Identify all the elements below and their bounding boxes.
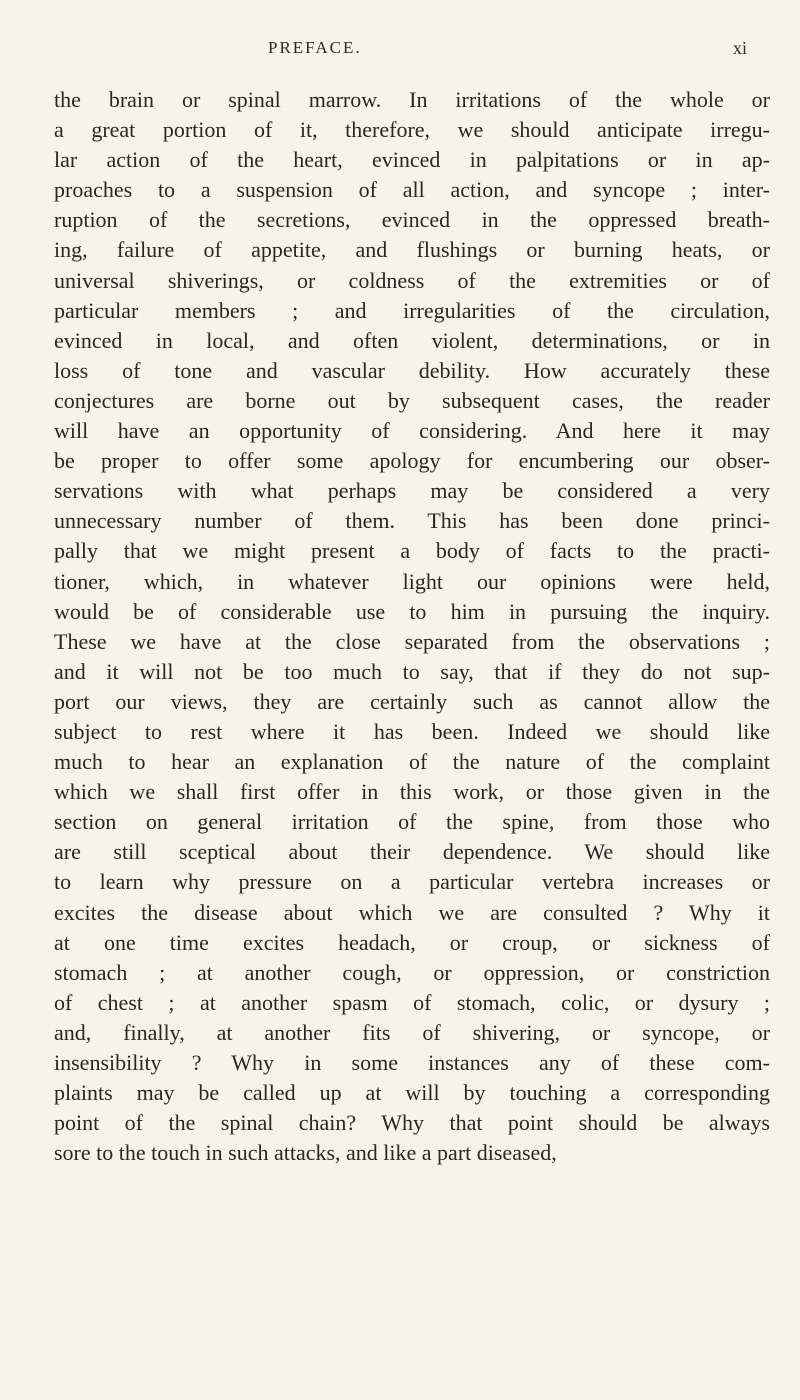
text-line: which we shall first offer in this work, or those given in the [54,779,770,805]
text-line: and, finally, at another fits of shivering, or syncope, or [54,1019,770,1045]
text-line: servations with what perhaps may be considered a very [54,478,770,504]
text-line: point of the spinal chain? Why that point should be always [54,1110,770,1136]
text-line: section on general irritation of the spine, from those who [54,809,770,835]
text-line: particular members ; and irregularities of the circulation, [54,297,770,323]
text-line: a great portion of it, therefore, we should anticipate irregu- [54,117,770,143]
text-line: insensibility ? Why in some instances any of these com- [54,1050,770,1075]
text-line: ing, failure of appetite, and flushings or burning heats, or [54,237,770,263]
text-line: to learn why pressure on a particular vertebra increases or [54,869,770,895]
text-line: excites the disease about which we are consulted ? Why it [54,899,770,925]
text-line: will have an opportunity of considering. And here it may [54,418,770,444]
text-line: would be of considerable use to him in pursuing the inquiry. [54,598,770,624]
text-line: and it will not be too much to say, that if they do not sup- [54,658,770,684]
text-line: subject to rest where it has been. Indeed we should like [54,718,770,744]
text-line: ruption of the secretions, evinced in the oppressed breath- [54,207,770,233]
text-line: proaches to a suspension of all action, and syncope ; inter- [54,177,770,203]
text-line: These we have at the close separated from the observations ; [54,628,770,654]
text-line: tioner, which, in whatever light our opinions were held, [54,568,770,594]
text-line: are still sceptical about their dependence. We should like [54,839,770,865]
text-line: the brain or spinal marrow. In irritations of the whole or [54,87,770,112]
text-line: universal shiverings, or coldness of the extremities or of [54,267,770,293]
body-text [54,85,770,1168]
text-line: unnecessary number of them. This has been done princi- [54,508,770,534]
text-line: much to hear an explanation of the nature of the complaint [54,749,770,775]
text-line: at one time excites headach, or croup, or sickness of [54,929,770,955]
text-line: loss of tone and vascular debility. How accurately these [54,357,770,383]
text-line: port our views, they are certainly such as cannot allow the [54,688,770,714]
running-head: PREFACE. [268,38,362,57]
page-number: xi [733,38,748,58]
text-line: conjectures are borne out by subsequent cases, the reader [54,387,770,413]
text-line: be proper to offer some apology for encumbering our obser- [54,448,770,474]
text-line: stomach ; at another cough, or oppression, or constriction [54,959,770,985]
text-line: sore to the touch in such attacks, and like a part diseased, [54,1140,557,1166]
text-line: plaints may be called up at will by touching a corresponding [54,1080,770,1106]
text-line: pally that we might present a body of facts to the practi- [54,538,770,564]
text-line: of chest ; at another spasm of stomach, colic, or dysury ; [54,989,770,1015]
text-line: evinced in local, and often violent, determinations, or in [54,327,770,353]
text-line: lar action of the heart, evinced in palpitations or in ap- [54,147,770,173]
